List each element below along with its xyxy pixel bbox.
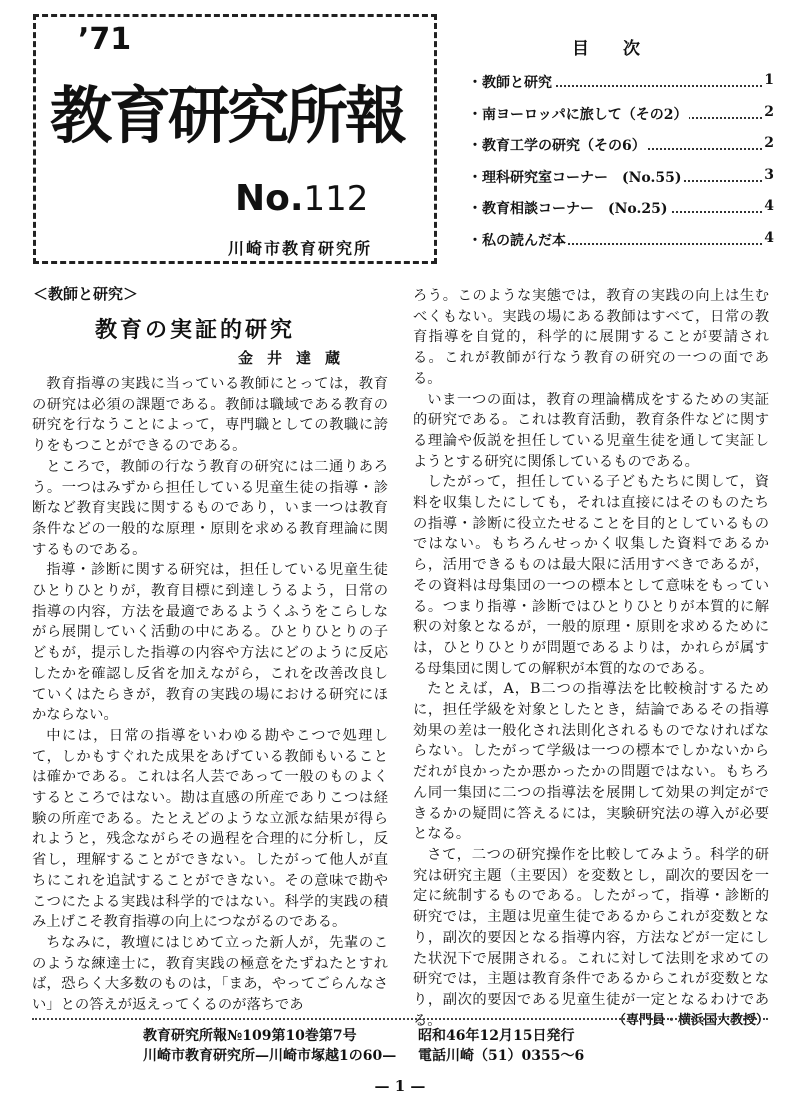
- issue-prefix: No.: [235, 178, 304, 219]
- masthead-title: 教育研究所報: [50, 79, 405, 152]
- paragraph: 教育指導の実践に当っている教師にとっては，教育の研究は必須の課題である。教師は職域である教育の研究を行なうことによって，専門職としての教職に誇りをもつことができるのである。: [32, 376, 388, 455]
- article-column-right: [413, 286, 769, 1031]
- footer-publish-date: 昭和46年12月15日発行: [418, 1028, 575, 1044]
- paragraph: たとえば，A，B二つの指導法を比較検討するために，担任学級を対象としたとき，結論であるその指導効果の差は一般化され法則化されるものでなければならない。したがって学級は一つの標本でしかないからだれが良かったか悪かったかの問題ではない。もちろん同一集団に二つの指導法を展開して効果の判定ができるかの疑問に答えるには，実験研究法の導入が必要となる。: [413, 681, 769, 843]
- article-column-left: [32, 374, 388, 1016]
- toc-item[interactable]: [468, 167, 774, 199]
- article-rubric: ＜教師と研究＞: [33, 285, 139, 303]
- page-number: — 1 —: [374, 1077, 426, 1095]
- footer-divider: [32, 1018, 768, 1020]
- table-of-contents: [468, 72, 774, 261]
- footer-issue-info: 教育研究所報№109第10巻第7号: [143, 1028, 357, 1044]
- paragraph: 中には，日常の指導をいわゆる勘やこつで処理して，しかもすぐれた成果をあげている教師もいることは確かである。これは名人芸であって一般のものよくするところではない。勘は直感の所産でありこつは経験の所産である。たとえどのような立派な結果が得られようと，残念ながらその過程を合理的に分析し，反省し，理解することができない。したがって他人が直ちにこれを追試することができない。その意味で勘やこつにたよる実践は科学的ではない。科学的実践の積み上げこそ教育指導の向上につながるのである。: [32, 727, 388, 931]
- toc-item-page: 4: [764, 229, 774, 246]
- toc-item-label: ・教育工学の研究（その6）: [468, 135, 648, 155]
- paragraph: ちなみに，教壇にはじめて立った新人が，先輩のこのような練達士に，教育実践の極意をたずねたとすれば，恐らく大多数のものは，「まあ，やってごらんなさい」との答えが返えってくるのが落ちであ: [32, 934, 388, 1014]
- paragraph: したがって，担任している子どもたちに関して，資料を収集したにしても，それは直接にはそのものたちの指導・診断に役立たせることを目的としているものではない。もちろんせっかく収集した資料であるから，活用できるものは最大限に活用すべきであるが，その資料は母集団の一つの標本として意味をもっている。つまり指導・診断ではひとりひとりが本質的に解釈の対象となるが，一般的原理・原則を求めるためには，ひとりひとりが問題であるよりは，かれらが属する母集団に関しての解釈が本質的なのである。: [413, 474, 769, 677]
- paragraph: 指導・診断に関する研究は，担任している児童生徒ひとりひとりが，教育目標に到達しうるよう，日常の指導の内容，方法を最適であるようくふうをこらしながら展開していく活動の中にある。ひとりひとりの子どもが，提示した指導の内容や方法にどのように反応したかを確認し反省を加えながら，これを改善改良していくはたらきが，教育の実践の場における研究にほかならない。: [32, 562, 388, 724]
- toc-item-page: 3: [764, 166, 774, 183]
- toc-item-label: ・私の読んだ本: [468, 230, 568, 250]
- toc-item-label: ・南ヨーロッパに旅して（その2）: [468, 104, 689, 124]
- toc-item[interactable]: [468, 72, 774, 104]
- toc-item[interactable]: [468, 230, 774, 262]
- publisher: 川崎市教育研究所: [228, 239, 373, 258]
- toc-item-page: 1: [764, 72, 774, 88]
- toc-item[interactable]: [468, 198, 774, 230]
- footer-address: 川崎市教育研究所—川崎市塚越1の60—: [143, 1048, 397, 1064]
- paragraph: いま一つの面は，教育の理論構成をするための実証的研究である。これは教育活動，教育条件などに関する理論や仮説を担任している児童生徒を通して実証しようとする研究に関係しているものである。: [413, 391, 769, 470]
- masthead-year: ’71: [78, 22, 132, 57]
- toc-item[interactable]: [468, 135, 774, 167]
- author-credit: （専門員・横浜国大教授）: [612, 1012, 769, 1028]
- paragraph: ところで，教師の行なう教育の研究には二通りあろう。一つはみずから担任している児童生徒の指導・診断など教育実践に関するものであり，いま一つは教育条件などの一般的な原理・原則を求める教育理論に関するものである。: [32, 458, 388, 558]
- issue-value: 112: [303, 179, 369, 219]
- paragraph-continued: ろう。このような実態では，教育の実践の向上は生むべくもない。実践の場にある教師はすべて，日常の教育指導を自覚的，科学的に展開することが要請される。これが教師が行なう教育の研究の一つの面である。: [413, 288, 769, 387]
- issue-number: [235, 178, 368, 219]
- toc-item[interactable]: [468, 104, 774, 136]
- footer-phone: 電話川崎（51）0355〜6: [418, 1048, 585, 1064]
- toc-item-page: 4: [764, 198, 774, 214]
- toc-heading: 目次: [572, 39, 674, 59]
- paragraph: さて，二つの研究操作を比較してみよう。科学的研究は研究主題（主要因）を変数とし，副次的要因を一定に統制するものである。したがって，指導・診断的研究では，主題は児童生徒であるからこれが変数となり，副次的要因となる指導内容，方法などが一定にした状況下で展開される。これに対して法則を求めての研究では，主題は教育条件であるからこれが変数となり，副次的要因である児童生徒が一定となるわけである。: [413, 846, 769, 1029]
- toc-item-page: 2: [764, 135, 774, 151]
- toc-item-label: ・教育相談コーナー (No.25): [468, 198, 670, 218]
- article-author: 金井達蔵: [238, 349, 355, 367]
- toc-item-label: ・教師と研究: [468, 72, 554, 92]
- toc-item-page: 2: [764, 103, 774, 120]
- toc-item-label: ・理科研究室コーナー (No.55): [468, 167, 684, 187]
- article-title: 教育の実証的研究: [95, 317, 296, 343]
